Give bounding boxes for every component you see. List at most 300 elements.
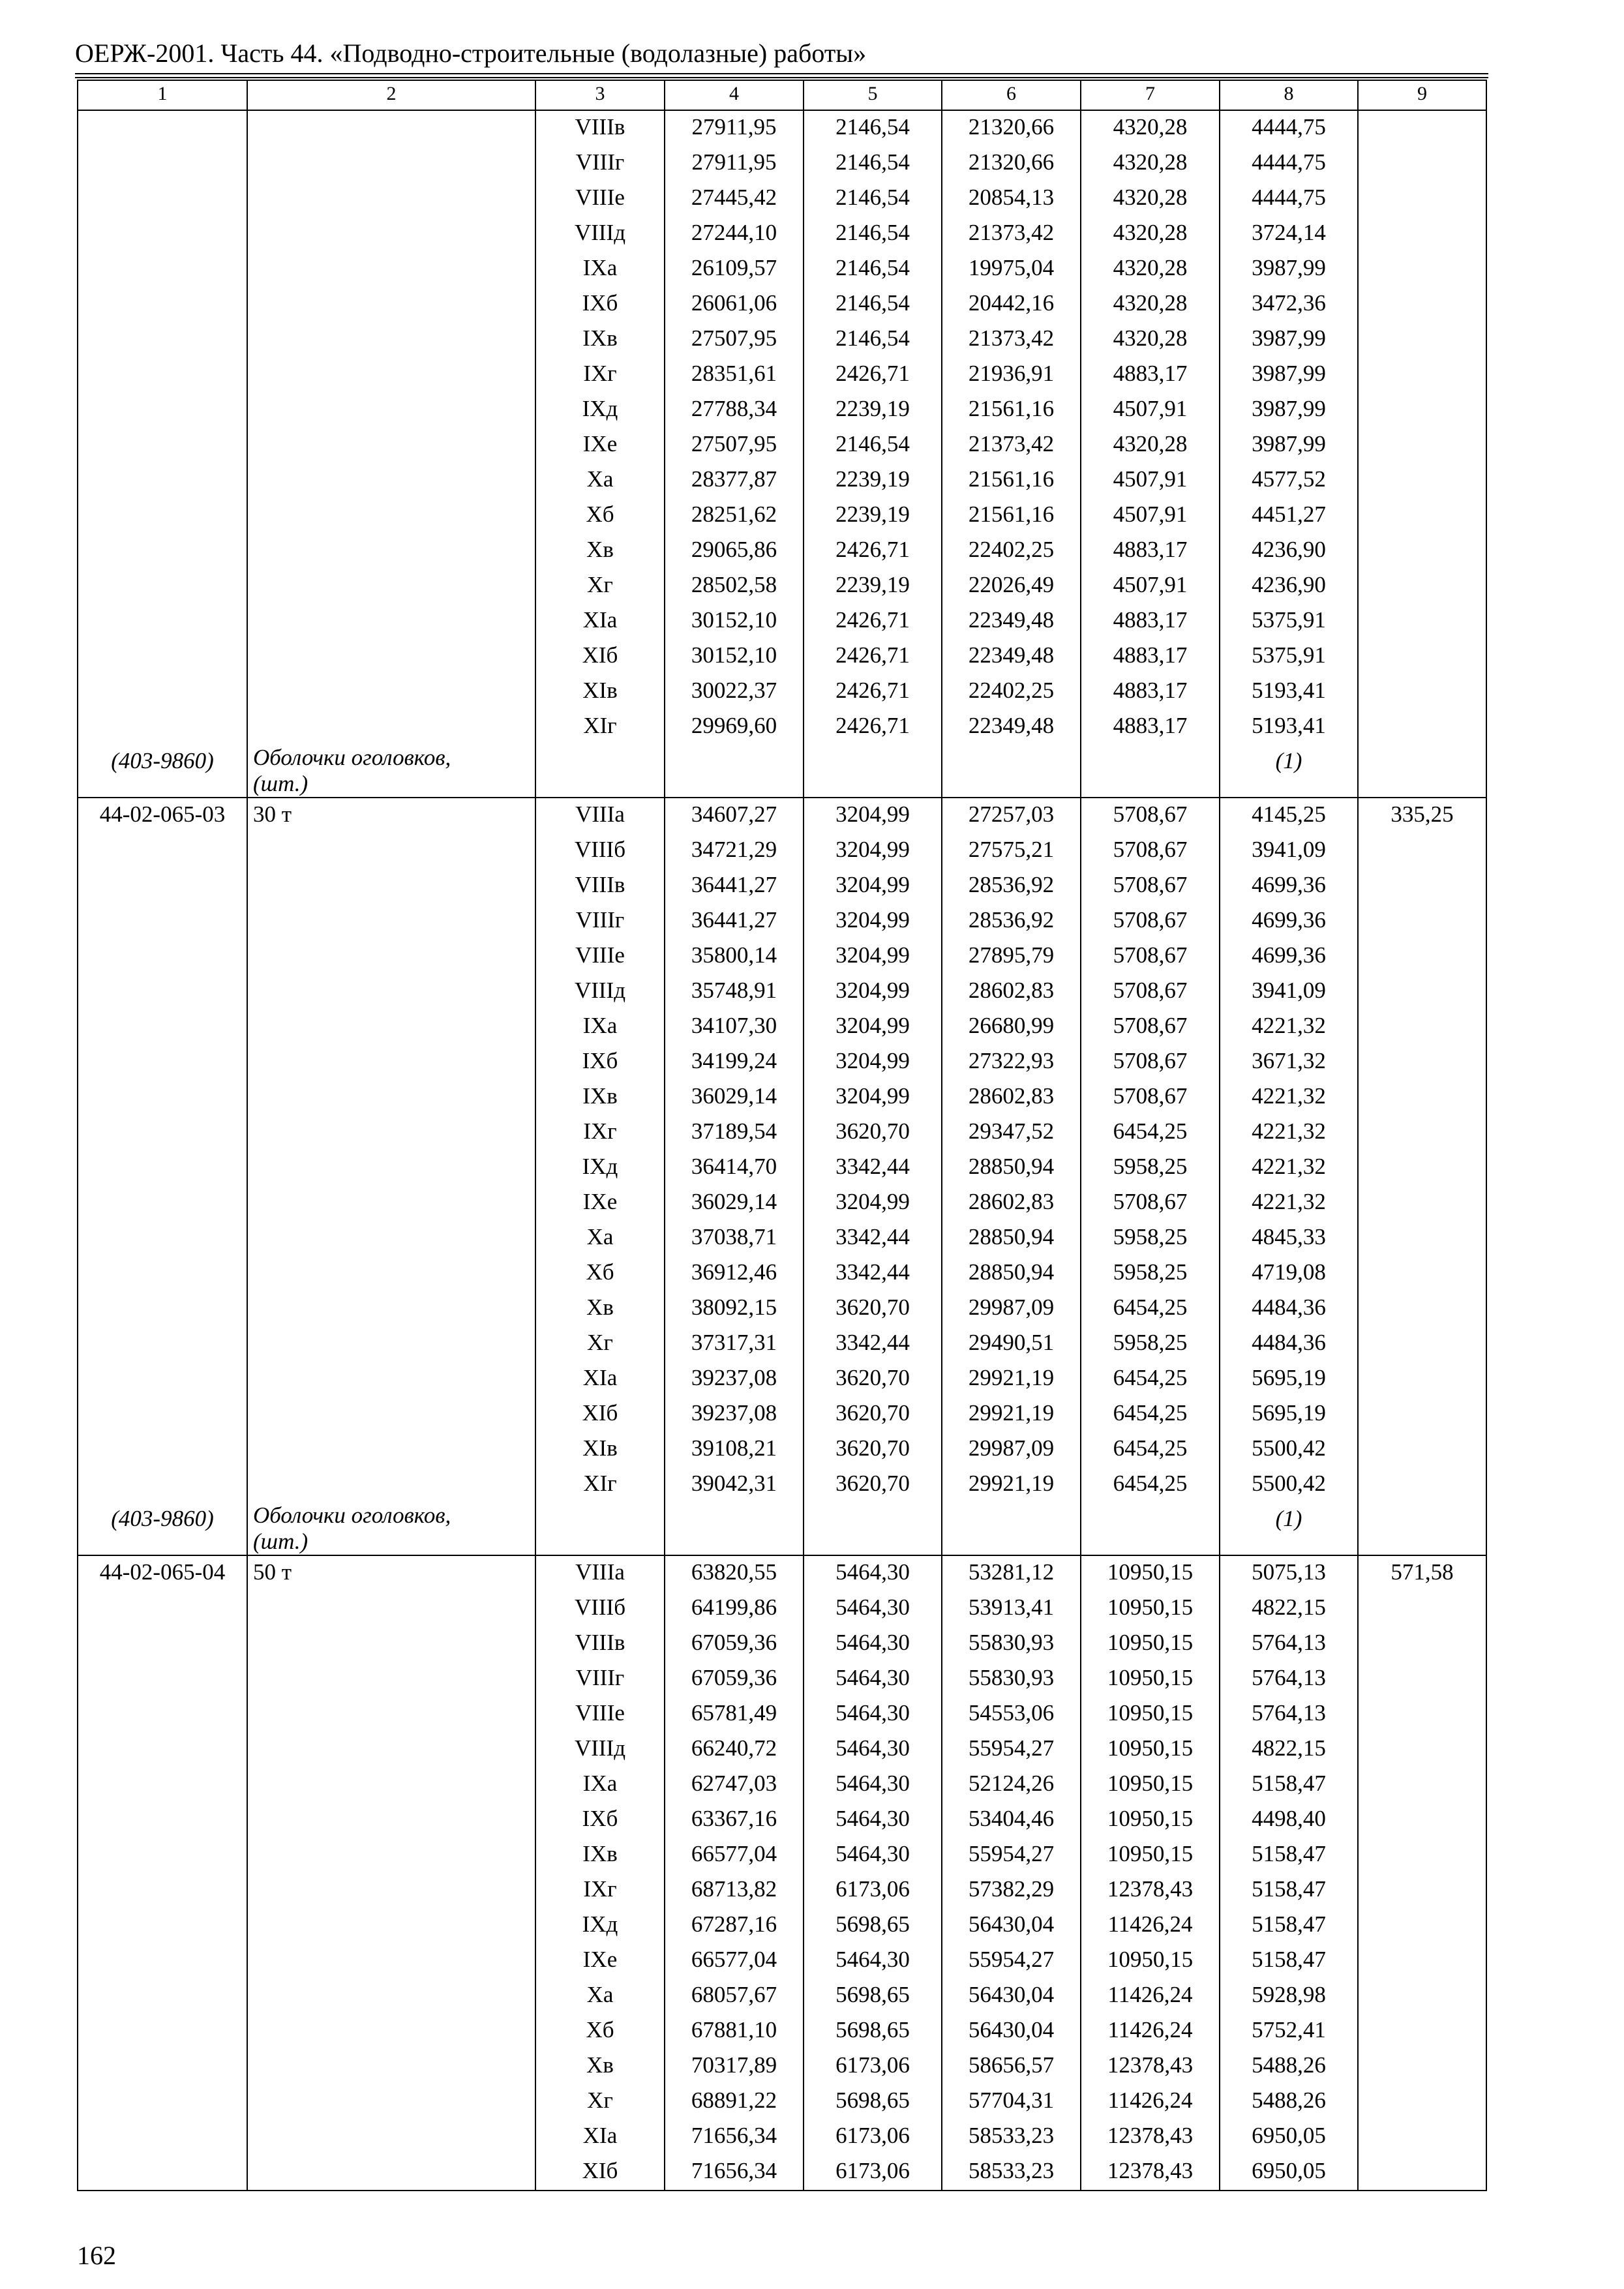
- value-col-6: 53913,41: [942, 1591, 1081, 1626]
- table-row: [78, 1326, 1486, 1362]
- value-col-8: 5158,47: [1220, 1908, 1358, 1943]
- rate-code: [78, 1150, 247, 1186]
- zone-class: Xв: [535, 533, 665, 569]
- table-row: [78, 569, 1486, 604]
- table-row: [78, 181, 1486, 217]
- value-col-9: [1358, 533, 1486, 569]
- rate-name: [247, 674, 535, 710]
- rate-name: [247, 2084, 535, 2119]
- value-col-7: 5708,67: [1081, 798, 1220, 833]
- value-col-9: [1358, 1010, 1486, 1045]
- table-row: [78, 1732, 1486, 1767]
- value-col-7: 4320,28: [1081, 146, 1220, 181]
- rate-name: [247, 1943, 535, 1979]
- value-col-6: 29347,52: [942, 1115, 1081, 1150]
- zone-class: Xб: [535, 2014, 665, 2049]
- value-col-4: 36029,14: [665, 1080, 804, 1115]
- value-col-5: 5698,65: [804, 1979, 942, 2014]
- rate-code: [78, 2084, 247, 2119]
- empty-cell: [1081, 745, 1220, 798]
- zone-class: VIIIв: [535, 1626, 665, 1662]
- rate-name: [247, 1256, 535, 1291]
- value-col-7: 5708,67: [1081, 1080, 1220, 1115]
- zone-class: VIIIб: [535, 833, 665, 869]
- value-col-7: 5708,67: [1081, 1045, 1220, 1080]
- rate-name: [247, 1221, 535, 1256]
- table-row: [78, 1397, 1486, 1432]
- table-row: [78, 1045, 1486, 1080]
- rate-code: [78, 1221, 247, 1256]
- value-col-9: [1358, 904, 1486, 939]
- rate-code: [78, 1697, 247, 1732]
- value-col-5: 6173,06: [804, 2049, 942, 2084]
- value-col-7: 4320,28: [1081, 181, 1220, 217]
- material-qty: (1): [1220, 1503, 1358, 1555]
- table-row: [78, 904, 1486, 939]
- rate-code: [78, 322, 247, 357]
- value-col-8: 5764,13: [1220, 1626, 1358, 1662]
- zone-class: Xв: [535, 2049, 665, 2084]
- rate-code: [78, 710, 247, 745]
- zone-class: VIIIд: [535, 1732, 665, 1767]
- table-row: [78, 393, 1486, 428]
- rate-code: 44-02-065-03: [78, 798, 247, 833]
- value-col-4: 30022,37: [665, 674, 804, 710]
- rate-code: [78, 110, 247, 146]
- rate-name: [247, 1291, 535, 1326]
- value-col-5: 2426,71: [804, 710, 942, 745]
- value-col-7: 12378,43: [1081, 2049, 1220, 2084]
- zone-class: IXв: [535, 1838, 665, 1873]
- rate-name: [247, 2119, 535, 2155]
- value-col-4: 26109,57: [665, 252, 804, 287]
- value-col-4: 27507,95: [665, 322, 804, 357]
- value-col-7: 5708,67: [1081, 974, 1220, 1010]
- rate-name: [247, 1432, 535, 1467]
- zone-class: XIг: [535, 710, 665, 745]
- value-col-6: 21373,42: [942, 217, 1081, 252]
- value-col-9: [1358, 1432, 1486, 1467]
- value-col-4: 63367,16: [665, 1803, 804, 1838]
- table-row: [78, 2084, 1486, 2119]
- table-row: [78, 639, 1486, 674]
- value-col-5: 3204,99: [804, 1080, 942, 1115]
- value-col-9: [1358, 1838, 1486, 1873]
- value-col-8: 4484,36: [1220, 1326, 1358, 1362]
- value-col-4: 27507,95: [665, 428, 804, 463]
- value-col-6: 28536,92: [942, 869, 1081, 904]
- value-col-4: 28351,61: [665, 357, 804, 393]
- value-col-8: 4699,36: [1220, 904, 1358, 939]
- value-col-4: 71656,34: [665, 2155, 804, 2191]
- value-col-5: 2426,71: [804, 639, 942, 674]
- value-col-4: 68057,67: [665, 1979, 804, 2014]
- table-row: [78, 869, 1486, 904]
- value-col-8: 4444,75: [1220, 110, 1358, 146]
- value-col-7: 5708,67: [1081, 904, 1220, 939]
- column-number: 1: [78, 80, 247, 110]
- rate-name: [247, 533, 535, 569]
- value-col-5: 2146,54: [804, 217, 942, 252]
- value-col-5: 5464,30: [804, 1697, 942, 1732]
- rate-name: [247, 1697, 535, 1732]
- table-row: [78, 1150, 1486, 1186]
- empty-cell: [804, 745, 942, 798]
- value-col-7: 12378,43: [1081, 2155, 1220, 2191]
- zone-class: VIIIв: [535, 869, 665, 904]
- rate-name: [247, 1397, 535, 1432]
- page-number: 162: [77, 2241, 116, 2270]
- zone-class: IXд: [535, 393, 665, 428]
- rate-name: 30 т: [247, 798, 535, 833]
- value-col-4: 68891,22: [665, 2084, 804, 2119]
- value-col-8: 4221,32: [1220, 1010, 1358, 1045]
- value-col-9: [1358, 833, 1486, 869]
- value-col-9: [1358, 1591, 1486, 1626]
- rate-name: [247, 1010, 535, 1045]
- rate-code: [78, 146, 247, 181]
- rate-name: [247, 569, 535, 604]
- value-col-5: 5464,30: [804, 1591, 942, 1626]
- value-col-9: [1358, 974, 1486, 1010]
- value-col-8: 5158,47: [1220, 1767, 1358, 1803]
- column-number-row: [78, 80, 1486, 110]
- value-col-8: 5500,42: [1220, 1432, 1358, 1467]
- value-col-8: 3941,09: [1220, 833, 1358, 869]
- value-col-7: 10950,15: [1081, 1838, 1220, 1873]
- rate-name: [247, 146, 535, 181]
- rate-code: [78, 569, 247, 604]
- value-col-4: 34721,29: [665, 833, 804, 869]
- value-col-6: 21561,16: [942, 393, 1081, 428]
- value-col-7: 5708,67: [1081, 869, 1220, 904]
- rate-name: [247, 639, 535, 674]
- rate-name: [247, 1080, 535, 1115]
- value-col-7: 10950,15: [1081, 1697, 1220, 1732]
- zone-class: XIа: [535, 2119, 665, 2155]
- zone-class: XIв: [535, 674, 665, 710]
- zone-class: VIIIв: [535, 110, 665, 146]
- zone-class: IXб: [535, 287, 665, 322]
- value-col-9: [1358, 1803, 1486, 1838]
- value-col-6: 28850,94: [942, 1221, 1081, 1256]
- column-number: 5: [804, 80, 942, 110]
- value-col-5: 2426,71: [804, 674, 942, 710]
- value-col-6: 26680,99: [942, 1010, 1081, 1045]
- value-col-6: 56430,04: [942, 1908, 1081, 1943]
- value-col-9: [1358, 357, 1486, 393]
- value-col-9: [1358, 1873, 1486, 1908]
- table-row: [78, 533, 1486, 569]
- rate-code: [78, 357, 247, 393]
- zone-class: VIIIа: [535, 1555, 665, 1591]
- value-col-4: 29969,60: [665, 710, 804, 745]
- value-col-5: 3204,99: [804, 798, 942, 833]
- rate-name: [247, 287, 535, 322]
- rate-name: [247, 869, 535, 904]
- zone-class: Xб: [535, 498, 665, 533]
- value-col-8: 5193,41: [1220, 710, 1358, 745]
- rate-name: [247, 2014, 535, 2049]
- value-col-5: 3342,44: [804, 1150, 942, 1186]
- value-col-4: 26061,06: [665, 287, 804, 322]
- value-col-6: 58533,23: [942, 2119, 1081, 2155]
- rate-code: [78, 287, 247, 322]
- rate-code: [78, 1732, 247, 1767]
- value-col-8: 4444,75: [1220, 146, 1358, 181]
- table-row: [78, 2049, 1486, 2084]
- value-col-7: 5958,25: [1081, 1221, 1220, 1256]
- value-col-8: 3671,32: [1220, 1045, 1358, 1080]
- rate-code: [78, 904, 247, 939]
- rate-code: [78, 1662, 247, 1697]
- rate-code: [78, 463, 247, 498]
- value-col-7: 4320,28: [1081, 428, 1220, 463]
- value-col-4: 36441,27: [665, 869, 804, 904]
- value-col-9: [1358, 1362, 1486, 1397]
- value-col-8: 5500,42: [1220, 1467, 1358, 1503]
- table-row: [78, 974, 1486, 1010]
- rate-name: [247, 1186, 535, 1221]
- value-col-9: [1358, 1397, 1486, 1432]
- rate-name: [247, 393, 535, 428]
- value-col-8: 4451,27: [1220, 498, 1358, 533]
- table-row: [78, 2155, 1486, 2191]
- value-col-8: 4221,32: [1220, 1115, 1358, 1150]
- value-col-4: 36414,70: [665, 1150, 804, 1186]
- zone-class: VIIIе: [535, 939, 665, 974]
- value-col-7: 11426,24: [1081, 1979, 1220, 2014]
- value-col-8: 5764,13: [1220, 1662, 1358, 1697]
- zone-class: Xб: [535, 1256, 665, 1291]
- empty-cell: [535, 745, 665, 798]
- value-col-4: 67059,36: [665, 1626, 804, 1662]
- table-row: [78, 1767, 1486, 1803]
- value-col-4: 36912,46: [665, 1256, 804, 1291]
- rate-code: [78, 393, 247, 428]
- value-col-7: 11426,24: [1081, 2014, 1220, 2049]
- material-unit: (шт.): [253, 771, 308, 796]
- material-row: [78, 745, 1486, 798]
- value-col-8: 5375,91: [1220, 639, 1358, 674]
- value-col-5: 3620,70: [804, 1397, 942, 1432]
- value-col-6: 55954,27: [942, 1732, 1081, 1767]
- zone-class: XIг: [535, 1467, 665, 1503]
- value-col-8: 5158,47: [1220, 1838, 1358, 1873]
- value-col-8: 5193,41: [1220, 674, 1358, 710]
- value-col-6: 58656,57: [942, 2049, 1081, 2084]
- value-col-4: 37189,54: [665, 1115, 804, 1150]
- table-row: [78, 322, 1486, 357]
- value-col-9: [1358, 1697, 1486, 1732]
- value-col-8: 3941,09: [1220, 974, 1358, 1010]
- rate-code: [78, 1010, 247, 1045]
- value-col-7: 10950,15: [1081, 1591, 1220, 1626]
- zone-class: Xг: [535, 2084, 665, 2119]
- rate-code: [78, 939, 247, 974]
- value-col-4: 28502,58: [665, 569, 804, 604]
- rate-code: [78, 2049, 247, 2084]
- zone-class: XIв: [535, 1432, 665, 1467]
- value-col-8: 5158,47: [1220, 1873, 1358, 1908]
- empty-cell: [942, 745, 1081, 798]
- value-col-6: 21373,42: [942, 322, 1081, 357]
- zone-class: IXб: [535, 1045, 665, 1080]
- value-col-8: 4221,32: [1220, 1186, 1358, 1221]
- rate-code: [78, 217, 247, 252]
- value-col-5: 3342,44: [804, 1221, 942, 1256]
- value-col-7: 10950,15: [1081, 1767, 1220, 1803]
- value-col-6: 22349,48: [942, 604, 1081, 639]
- value-col-9: [1358, 2084, 1486, 2119]
- table-row: [78, 1697, 1486, 1732]
- value-col-9: [1358, 287, 1486, 322]
- value-col-6: 53281,12: [942, 1555, 1081, 1591]
- value-col-6: 21936,91: [942, 357, 1081, 393]
- value-col-8: 5375,91: [1220, 604, 1358, 639]
- rate-name: [247, 2155, 535, 2191]
- value-col-6: 21373,42: [942, 428, 1081, 463]
- value-col-5: 2146,54: [804, 322, 942, 357]
- value-col-9: [1358, 1467, 1486, 1503]
- rate-code: [78, 428, 247, 463]
- value-col-9: [1358, 939, 1486, 974]
- value-col-9: [1358, 1732, 1486, 1767]
- value-col-9: [1358, 1256, 1486, 1291]
- empty-cell: [665, 745, 804, 798]
- value-col-6: 28602,83: [942, 1186, 1081, 1221]
- zone-class: XIа: [535, 604, 665, 639]
- table-row: [78, 1873, 1486, 1908]
- empty-cell: [1358, 745, 1486, 798]
- value-col-5: 3204,99: [804, 833, 942, 869]
- zone-class: VIIIг: [535, 1662, 665, 1697]
- value-col-8: 5764,13: [1220, 1697, 1358, 1732]
- rates-table: [77, 80, 1487, 2191]
- value-col-6: 28850,94: [942, 1256, 1081, 1291]
- value-col-7: 10950,15: [1081, 1803, 1220, 1838]
- value-col-5: 2239,19: [804, 393, 942, 428]
- rate-code: [78, 1467, 247, 1503]
- value-col-8: 4699,36: [1220, 939, 1358, 974]
- value-col-8: 4236,90: [1220, 569, 1358, 604]
- column-number: 8: [1220, 80, 1358, 110]
- value-col-6: 58533,23: [942, 2155, 1081, 2191]
- value-col-4: 39237,08: [665, 1397, 804, 1432]
- value-col-4: 34607,27: [665, 798, 804, 833]
- rate-code: [78, 1326, 247, 1362]
- rate-code: [78, 2119, 247, 2155]
- rate-code: [78, 869, 247, 904]
- value-col-9: [1358, 1221, 1486, 1256]
- zone-class: IXд: [535, 1908, 665, 1943]
- rate-name: [247, 1591, 535, 1626]
- value-col-4: 27911,95: [665, 146, 804, 181]
- value-col-9: [1358, 710, 1486, 745]
- value-col-5: 2146,54: [804, 252, 942, 287]
- table-row: [78, 1626, 1486, 1662]
- value-col-5: 5464,30: [804, 1626, 942, 1662]
- value-col-6: 29490,51: [942, 1326, 1081, 1362]
- rate-name: [247, 1979, 535, 2014]
- table-row: [78, 1555, 1486, 1591]
- rate-name: [247, 1908, 535, 1943]
- value-col-7: 10950,15: [1081, 1555, 1220, 1591]
- zone-class: Xа: [535, 1979, 665, 2014]
- value-col-8: 4577,52: [1220, 463, 1358, 498]
- value-col-7: 11426,24: [1081, 2084, 1220, 2119]
- table-row: [78, 1186, 1486, 1221]
- value-col-7: 6454,25: [1081, 1397, 1220, 1432]
- rate-name: [247, 1150, 535, 1186]
- rate-code: [78, 252, 247, 287]
- value-col-9: [1358, 1326, 1486, 1362]
- rate-code: [78, 498, 247, 533]
- value-col-7: 5708,67: [1081, 1010, 1220, 1045]
- value-col-5: 3620,70: [804, 1467, 942, 1503]
- value-col-8: 4221,32: [1220, 1080, 1358, 1115]
- table-row: [78, 146, 1486, 181]
- rate-code: [78, 1045, 247, 1080]
- value-col-4: 29065,86: [665, 533, 804, 569]
- rate-code: [78, 974, 247, 1010]
- value-col-9: [1358, 1979, 1486, 2014]
- rate-name: [247, 1767, 535, 1803]
- rate-code: [78, 1256, 247, 1291]
- rate-code: [78, 2155, 247, 2191]
- rate-code: [78, 1873, 247, 1908]
- value-col-6: 57704,31: [942, 2084, 1081, 2119]
- rate-code: [78, 1908, 247, 1943]
- value-col-5: 5464,30: [804, 1943, 942, 1979]
- rate-name: [247, 1115, 535, 1150]
- value-col-5: 3204,99: [804, 939, 942, 974]
- table-row: [78, 1080, 1486, 1115]
- value-col-6: 28850,94: [942, 1150, 1081, 1186]
- value-col-7: 4320,28: [1081, 252, 1220, 287]
- value-col-4: 39042,31: [665, 1467, 804, 1503]
- empty-cell: [804, 1503, 942, 1555]
- rate-code: [78, 1080, 247, 1115]
- rate-code: [78, 1838, 247, 1873]
- value-col-8: 4719,08: [1220, 1256, 1358, 1291]
- value-col-7: 5708,67: [1081, 833, 1220, 869]
- zone-class: VIIIб: [535, 1591, 665, 1626]
- value-col-6: 55830,93: [942, 1662, 1081, 1697]
- value-col-9: [1358, 639, 1486, 674]
- value-col-7: 6454,25: [1081, 1432, 1220, 1467]
- zone-class: XIб: [535, 1397, 665, 1432]
- rate-name: [247, 1732, 535, 1767]
- value-col-8: 5928,98: [1220, 1979, 1358, 2014]
- value-col-5: 3620,70: [804, 1432, 942, 1467]
- rate-name: [247, 974, 535, 1010]
- value-col-4: 35748,91: [665, 974, 804, 1010]
- zone-class: IXа: [535, 252, 665, 287]
- zone-class: XIа: [535, 1362, 665, 1397]
- rate-code: [78, 1186, 247, 1221]
- zone-class: IXг: [535, 1115, 665, 1150]
- rate-name: [247, 322, 535, 357]
- value-col-6: 27322,93: [942, 1045, 1081, 1080]
- value-col-6: 22402,25: [942, 533, 1081, 569]
- value-col-6: 29987,09: [942, 1432, 1081, 1467]
- value-col-7: 10950,15: [1081, 1626, 1220, 1662]
- column-number: 9: [1358, 80, 1486, 110]
- value-col-4: 27244,10: [665, 217, 804, 252]
- rate-name: [247, 463, 535, 498]
- value-col-8: 5488,26: [1220, 2084, 1358, 2119]
